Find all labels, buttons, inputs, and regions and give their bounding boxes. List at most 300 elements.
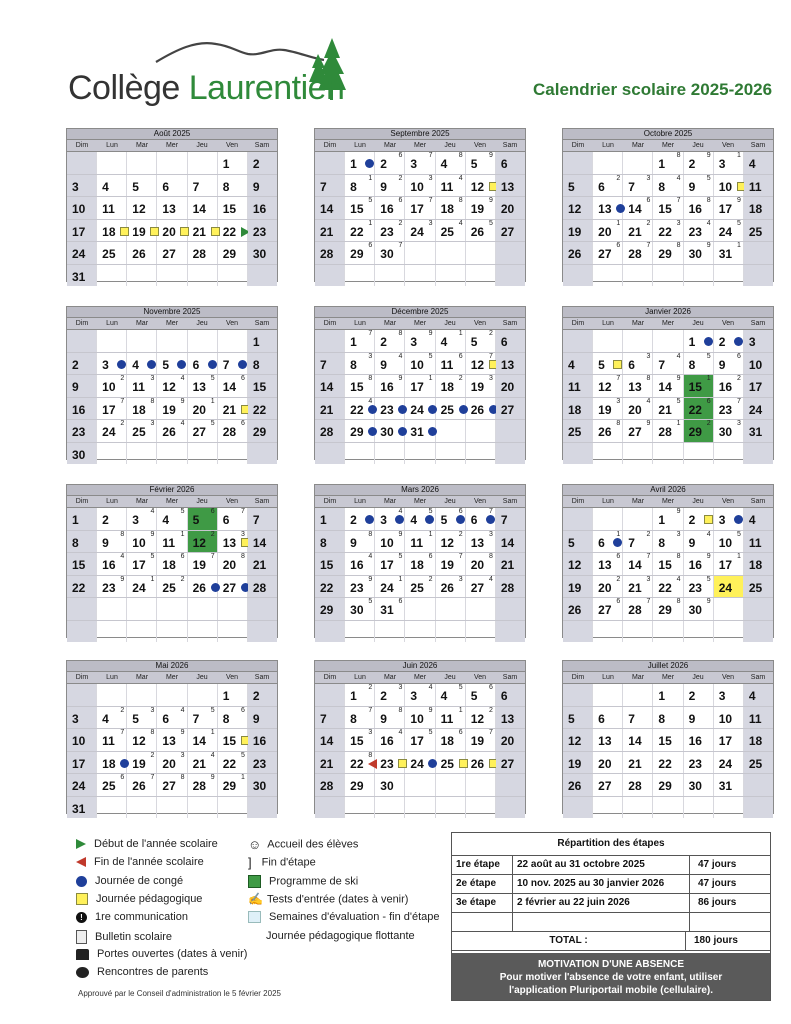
day-number: 5	[470, 157, 478, 171]
day-number: 7	[500, 513, 508, 527]
weekday-label: Ven	[721, 498, 735, 505]
legend-bulletin-label: Bulletin scolaire	[95, 930, 173, 943]
day-cell	[714, 420, 744, 442]
day-cell	[218, 774, 248, 796]
day-number: 13	[500, 711, 515, 726]
day-cell	[684, 707, 714, 729]
cycle-day-number: 3	[368, 352, 373, 360]
cycle-day-number: 2	[616, 575, 621, 583]
day-number: 12	[440, 535, 454, 550]
day-cell	[405, 684, 435, 706]
month-calendar	[562, 128, 774, 282]
day-cell	[97, 553, 127, 575]
empty-cell	[623, 508, 653, 530]
week-row	[315, 707, 525, 730]
week-row	[315, 220, 525, 243]
day-cell	[593, 707, 623, 729]
day-number: 4	[102, 179, 109, 194]
day-cell	[315, 553, 345, 575]
day-cell	[563, 553, 593, 575]
weekday-label: Lun	[106, 498, 118, 505]
empty-cell	[315, 621, 345, 643]
cycle-day-number: 4	[488, 575, 493, 583]
day-number: 19	[598, 402, 612, 417]
day-cell	[345, 242, 375, 264]
day-cell	[593, 752, 623, 774]
empty-cell	[97, 330, 127, 352]
day-cell	[345, 197, 375, 219]
weekday-label: Jeu	[692, 142, 704, 149]
day-cell	[496, 375, 525, 397]
day-number: 31	[410, 425, 424, 439]
week-row	[67, 353, 277, 376]
empty-cell	[97, 152, 127, 174]
empty-cell	[127, 684, 157, 706]
day-number: 28	[628, 247, 642, 261]
day-cell	[466, 175, 496, 197]
weekday-label: Mar	[383, 674, 397, 681]
cycle-day-number: 3	[646, 174, 651, 182]
day-cell	[188, 576, 218, 598]
day-number: 2	[102, 513, 109, 527]
empty-cell	[563, 443, 593, 465]
day-cell	[405, 729, 435, 751]
day-cell	[375, 752, 405, 774]
open-house-icon	[76, 949, 89, 960]
day-cell	[127, 398, 157, 420]
day-cell	[375, 420, 405, 442]
day-number: 27	[500, 756, 515, 771]
day-number: 12	[132, 734, 146, 748]
day-number: 30	[380, 247, 394, 261]
day-number: 23	[252, 224, 267, 239]
day-cell	[744, 152, 773, 174]
day-cell	[405, 398, 435, 420]
legend-pedago-label: Journée pédagogique	[96, 893, 203, 905]
day-cell	[248, 242, 277, 264]
cycle-day-number: 4	[180, 420, 185, 427]
day-cell	[744, 375, 773, 397]
empty-cell	[496, 443, 525, 465]
day-cell	[67, 375, 97, 397]
day-number: 10	[132, 535, 146, 550]
day-number: 8	[658, 535, 666, 550]
day-cell	[563, 353, 593, 375]
day-cell	[436, 752, 466, 774]
day-number: 25	[102, 247, 116, 261]
empty-cell	[405, 242, 435, 264]
day-number: 4	[748, 513, 756, 527]
empty-cell	[67, 598, 97, 620]
day-number: 1	[350, 689, 357, 703]
empty-cell	[593, 443, 623, 465]
day-number: 16	[102, 558, 116, 572]
day-cell	[684, 729, 714, 751]
cycle-day-number: 7	[428, 197, 433, 204]
legend-pedago	[76, 893, 202, 906]
day-number: 30	[72, 447, 86, 462]
day-cell	[67, 531, 97, 553]
day-cell	[127, 375, 157, 397]
day-cell	[345, 553, 375, 575]
legend-portes-label: Portes ouvertes (dates à venir)	[97, 948, 248, 960]
day-cell	[496, 684, 525, 706]
day-cell	[653, 508, 683, 530]
day-number: 25	[440, 756, 454, 771]
day-number: 23	[718, 402, 733, 417]
day-cell	[127, 707, 157, 729]
cycle-day-number: 8	[646, 375, 651, 382]
legend-tests	[248, 893, 408, 906]
cycle-day-number: 3	[180, 751, 185, 759]
day-number: 10	[410, 179, 424, 194]
day-cell	[744, 531, 773, 553]
empty-cell	[496, 774, 525, 796]
cycle-day-number: 7	[488, 508, 493, 515]
empty-cell	[623, 621, 653, 643]
day-cell	[496, 152, 525, 174]
week-row	[315, 152, 525, 175]
empty-cell	[593, 621, 623, 643]
empty-cell	[345, 797, 375, 819]
week-row	[563, 684, 773, 707]
day-cell	[248, 553, 277, 575]
month-calendar	[562, 660, 774, 814]
day-number: 19	[568, 224, 582, 239]
day-number: 8	[658, 711, 666, 726]
day-cell	[466, 220, 496, 242]
week-row	[563, 774, 773, 797]
day-cell	[593, 353, 623, 375]
empty-cell	[744, 797, 773, 819]
day-cell	[67, 443, 97, 465]
day-number: 3	[410, 157, 418, 171]
cycle-day-number: 6	[180, 553, 185, 560]
day-cell	[593, 375, 623, 397]
day-number: 1	[222, 689, 230, 703]
day-number: 21	[320, 402, 334, 417]
empty-cell	[593, 508, 623, 530]
empty-cell	[127, 330, 157, 352]
month-title: Décembre 2025	[315, 307, 525, 317]
empty-cell	[248, 598, 277, 620]
weekday-label: Dim	[571, 674, 585, 681]
cycle-day-number: 5	[736, 219, 741, 227]
empty-cell	[496, 797, 525, 819]
day-number: 26	[470, 756, 485, 771]
empty-cell	[188, 330, 218, 352]
motiv-line1: Pour motiver l'absence de votre enfant, utiliser	[499, 972, 723, 983]
day-number: 22	[658, 756, 672, 771]
yellow-square-icon	[76, 893, 88, 905]
month-title: Novembre 2025	[67, 307, 277, 317]
empty-cell	[218, 621, 248, 643]
day-cell	[563, 752, 593, 774]
day-cell	[157, 576, 187, 598]
day-number: 18	[440, 380, 454, 394]
day-cell	[593, 197, 623, 219]
logo-part-laurentien: Laurentien	[188, 69, 345, 107]
cycle-day-number: 7	[368, 706, 373, 714]
week-row	[563, 531, 773, 554]
day-cell	[248, 531, 277, 553]
empty-cell	[436, 443, 466, 465]
day-number: 20	[222, 558, 237, 572]
legend	[72, 835, 447, 1005]
day-cell	[127, 576, 157, 598]
etape-name: 1re étape	[452, 856, 513, 874]
day-cell	[436, 553, 466, 575]
week-row	[563, 729, 773, 752]
empty-cell	[653, 443, 683, 465]
day-number: 9	[252, 179, 260, 194]
day-number: 4	[440, 689, 448, 703]
day-cell	[744, 752, 773, 774]
day-number: 21	[628, 224, 642, 239]
day-cell	[466, 330, 496, 352]
day-cell	[436, 508, 466, 530]
day-cell	[248, 375, 277, 397]
day-number: 6	[470, 513, 478, 527]
day-number: 24	[410, 402, 424, 417]
day-cell	[218, 420, 248, 442]
day-cell	[97, 398, 127, 420]
day-cell	[157, 420, 187, 442]
day-cell	[684, 531, 714, 553]
day-number: 24	[748, 402, 763, 417]
day-cell	[744, 330, 773, 352]
day-cell	[684, 398, 714, 420]
empty-cell	[127, 621, 157, 643]
empty-cell	[593, 152, 623, 174]
day-number: 5	[192, 513, 200, 527]
day-number: 1	[350, 335, 357, 349]
cycle-day-number: 9	[488, 197, 493, 204]
day-cell	[563, 707, 593, 729]
cycle-day-number: 6	[458, 729, 463, 736]
blue-dot-icon	[177, 360, 186, 369]
empty-cell	[563, 330, 593, 352]
week-row	[563, 621, 773, 643]
empty-cell	[248, 443, 277, 465]
day-number: 27	[500, 402, 515, 417]
cycle-day-number: 7	[458, 553, 463, 560]
empty-cell	[315, 443, 345, 465]
day-cell	[436, 684, 466, 706]
day-cell	[466, 375, 496, 397]
day-cell	[67, 220, 97, 242]
etape-empty-row	[452, 913, 770, 932]
day-cell	[67, 398, 97, 420]
cycle-day-number: 9	[736, 197, 741, 204]
day-number: 31	[748, 425, 763, 439]
blue-dot-icon	[238, 360, 247, 369]
day-number: 5	[598, 357, 605, 372]
day-cell	[466, 152, 496, 174]
empty-cell	[593, 330, 623, 352]
cycle-day-number: 9	[428, 706, 433, 714]
day-number: 11	[748, 535, 762, 550]
day-number: 27	[470, 580, 485, 595]
etapes-total-row	[452, 932, 770, 951]
empty-cell	[97, 684, 127, 706]
weekday-label: Jeu	[444, 142, 456, 149]
absence-motivation-banner	[452, 953, 770, 1000]
day-cell	[97, 752, 127, 774]
empty-cell	[436, 242, 466, 264]
day-number: 19	[132, 756, 146, 771]
day-cell	[218, 353, 248, 375]
weekday-label: Mer	[661, 142, 675, 149]
day-number: 24	[380, 580, 394, 595]
etape-dates: 2 février au 22 juin 2026	[513, 894, 690, 912]
day-cell	[405, 152, 435, 174]
day-cell	[127, 220, 157, 242]
day-number: 13	[500, 357, 515, 372]
day-number: 5	[470, 689, 478, 703]
cycle-day-number: 4	[458, 219, 463, 227]
day-cell	[593, 420, 623, 442]
day-cell	[315, 353, 345, 375]
week-row	[563, 330, 773, 353]
week-row	[67, 576, 277, 599]
day-number: 20	[598, 756, 612, 771]
week-row	[67, 774, 277, 797]
day-cell	[188, 531, 218, 553]
day-number: 11	[132, 380, 145, 394]
week-row	[67, 420, 277, 443]
empty-cell	[218, 598, 248, 620]
legend-fin-etape	[248, 856, 316, 869]
day-number: 13	[598, 734, 612, 748]
yellow-square-icon	[704, 515, 713, 524]
day-number: 3	[72, 179, 79, 194]
day-number: 18	[440, 202, 454, 216]
week-row	[67, 443, 277, 465]
day-number: 7	[252, 513, 260, 527]
week-row	[67, 152, 277, 175]
blue-dot-icon	[734, 337, 743, 346]
day-cell	[405, 420, 435, 442]
day-cell	[97, 707, 127, 729]
day-cell	[97, 353, 127, 375]
day-number: 13	[162, 202, 176, 216]
cycle-day-number: 1	[240, 774, 245, 781]
day-cell	[157, 398, 187, 420]
day-number: 7	[320, 711, 327, 726]
cycle-day-number: 7	[616, 375, 621, 382]
cycle-day-number: 8	[368, 375, 373, 382]
day-cell	[623, 531, 653, 553]
day-cell	[653, 553, 683, 575]
cycle-day-number: 4	[120, 553, 125, 560]
day-cell	[436, 330, 466, 352]
day-number: 29	[222, 247, 237, 261]
day-number: 10	[410, 357, 424, 372]
empty-cell	[97, 621, 127, 643]
day-cell	[67, 265, 97, 287]
month-calendar	[314, 484, 526, 638]
weekday-label: Sam	[502, 320, 518, 327]
empty-cell	[188, 443, 218, 465]
day-number: 19	[470, 380, 485, 394]
weekday-label: Ven	[473, 142, 487, 149]
day-number: 25	[748, 224, 763, 239]
empty-cell	[496, 265, 525, 287]
cycle-day-number: 5	[676, 397, 681, 405]
empty-cell	[563, 621, 593, 643]
day-number: 3	[410, 689, 418, 703]
day-number: 17	[132, 558, 146, 572]
day-cell	[345, 220, 375, 242]
day-cell	[127, 353, 157, 375]
day-cell	[157, 531, 187, 553]
day-number: 5	[470, 335, 478, 349]
day-number: 28	[192, 779, 206, 793]
cycle-day-number: 4	[180, 375, 185, 382]
day-cell	[405, 752, 435, 774]
day-cell	[496, 197, 525, 219]
weekday-label: Sam	[750, 320, 766, 327]
weekday-label: Dim	[323, 674, 337, 681]
day-number: 17	[718, 202, 733, 216]
day-cell	[466, 553, 496, 575]
day-number: 10	[748, 357, 763, 372]
cycle-day-number: 2	[120, 375, 125, 382]
day-number: 2	[380, 689, 387, 703]
day-number: 17	[718, 734, 733, 748]
day-cell	[593, 175, 623, 197]
day-number: 3	[72, 711, 79, 726]
day-cell	[375, 330, 405, 352]
weekday-label: Lun	[602, 320, 614, 327]
day-cell	[157, 375, 187, 397]
day-cell	[127, 729, 157, 751]
day-cell	[684, 353, 714, 375]
cycle-day-number: 4	[646, 397, 651, 405]
day-number: 3	[748, 335, 756, 349]
empty-cell	[563, 508, 593, 530]
day-number: 15	[252, 380, 267, 394]
day-number: 10	[72, 202, 86, 216]
day-cell	[375, 729, 405, 751]
cycle-day-number: 4	[458, 174, 463, 182]
day-cell	[345, 684, 375, 706]
day-number: 22	[350, 402, 364, 417]
empty-cell	[375, 443, 405, 465]
empty-cell	[157, 598, 187, 620]
day-cell	[157, 220, 187, 242]
cycle-day-number: 6	[398, 152, 403, 159]
week-row	[563, 707, 773, 730]
day-number: 19	[568, 756, 582, 771]
day-number: 27	[598, 603, 612, 617]
weekday-label: Dim	[571, 320, 585, 327]
day-cell	[714, 508, 744, 530]
day-number: 21	[628, 580, 642, 595]
day-number: 18	[102, 224, 116, 239]
day-cell	[345, 353, 375, 375]
day-cell	[315, 420, 345, 442]
day-number: 8	[222, 711, 230, 726]
week-row	[67, 684, 277, 707]
day-cell	[623, 774, 653, 796]
weekday-label: Dim	[75, 142, 89, 149]
day-number: 14	[320, 202, 334, 216]
day-cell	[563, 197, 593, 219]
day-cell	[97, 197, 127, 219]
week-row	[315, 330, 525, 353]
